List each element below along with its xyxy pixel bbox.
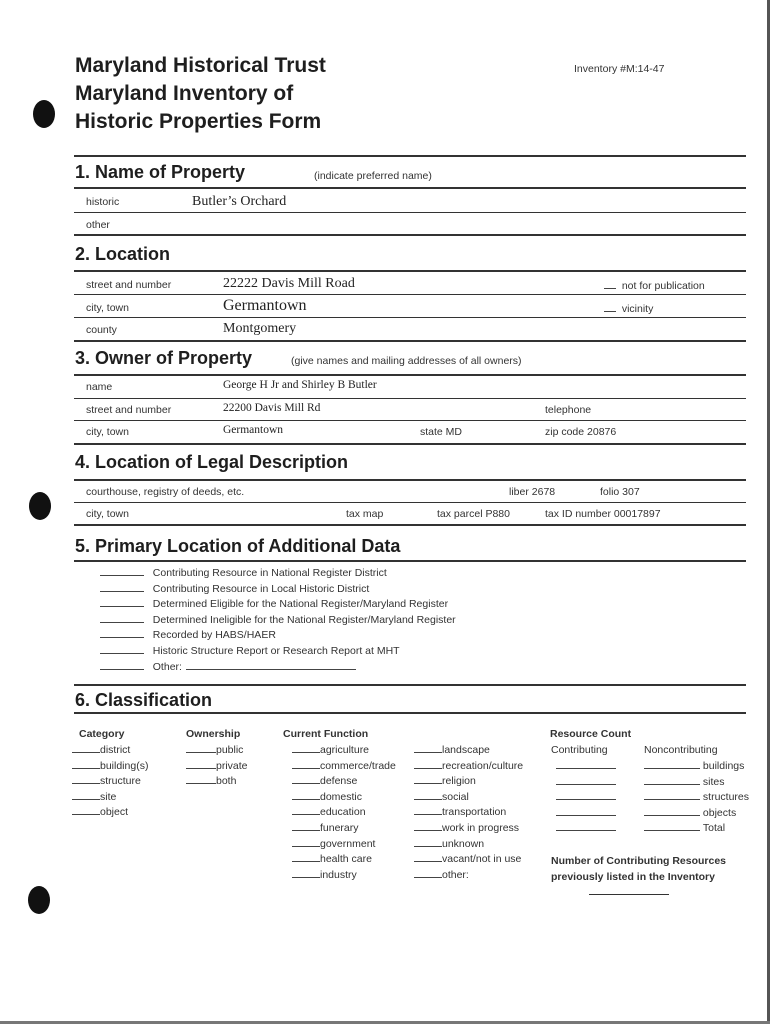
row-rule [74,212,746,213]
list-item[interactable] [414,852,523,868]
function-label: commerce/trade [320,759,396,772]
punch-hole-middle [29,492,51,520]
row-rule [74,398,746,399]
contributing-count-field[interactable] [556,821,616,831]
list-item [556,775,749,791]
liber-value: liber 2678 [509,486,556,498]
section-5-rule [74,560,746,562]
street-label: street and number [86,279,172,291]
ownership-label: public [216,744,244,756]
row-rule [74,502,746,503]
previously-listed-line-1: Number of Contributing Resources [551,855,727,867]
section-3-rule [74,374,746,376]
list-item[interactable] [72,774,148,790]
owner-street-label: street and number [86,404,172,416]
contributing-header: Contributing [551,744,608,756]
list-item[interactable] [72,743,148,759]
tax-parcel: tax parcel P880 [437,508,510,520]
list-item[interactable] [292,868,396,884]
not-for-publication-label: not for publication [621,280,705,292]
resource-type-label: sites [702,775,725,788]
category-label: object [100,806,129,819]
section-1-top-rule [74,155,746,157]
category-list [72,743,148,821]
ownership-list [186,743,248,790]
current-function-header: Current Function [283,728,369,740]
noncontributing-header: Noncontributing [644,744,718,756]
section-2-title: 2. Location [75,244,171,264]
section-3-title: 3. Owner of Property [75,348,253,368]
section-6-title: 6. Classification [75,690,213,710]
list-item[interactable] [100,582,456,598]
section-2-bottom-rule [74,340,746,342]
list-item[interactable] [186,759,248,775]
section-1-bottom-rule [74,234,746,236]
list-item[interactable] [292,821,396,837]
list-item [556,759,749,775]
folio-value: folio 307 [600,486,640,498]
ownership-header: Ownership [186,728,241,740]
additional-data-label: Determined Eligible for the National Register/Maryland Register [152,598,449,611]
section-3-note: (give names and mailing addresses of all owners) [291,355,522,367]
function-label: landscape [442,744,490,756]
additional-data-label: Contributing Resource in National Register District [152,567,387,579]
function-label: agriculture [320,744,370,756]
list-item[interactable] [186,774,248,790]
list-item[interactable] [292,805,396,821]
list-item[interactable] [414,774,523,790]
function-label: industry [320,868,357,881]
function-label: domestic [320,790,363,803]
resource-count-header: Resource Count [550,728,632,740]
owner-name-field[interactable]: George H Jr and Shirley B Butler [223,379,377,391]
section-1-note: (indicate preferred name) [314,170,432,182]
noncontributing-count-field[interactable] [644,790,700,800]
function-label: vacant/not in use [442,853,522,866]
section-2-rule [74,270,746,272]
punch-hole-top [33,100,55,128]
list-item[interactable] [292,743,396,759]
function-label: defense [320,775,358,788]
historic-label: historic [86,196,120,208]
list-item[interactable] [292,774,396,790]
row-rule [74,317,746,318]
list-item[interactable] [292,759,396,775]
ownership-label: private [216,759,248,772]
section-1-title: 1. Name of Property [75,162,246,182]
additional-data-label: Contributing Resource in Local Historic District [152,582,370,595]
function-label: education [320,806,366,819]
noncontributing-count-field[interactable] [644,775,700,785]
list-item [556,821,749,837]
section-3-bottom-rule [74,443,746,445]
owner-city-field[interactable]: Germantown [223,424,284,436]
historic-name-field[interactable]: Butler’s Orchard [192,194,287,209]
list-item[interactable] [100,613,456,629]
list-item[interactable] [100,644,456,660]
form-title-line-2: Maryland Inventory of [75,82,294,105]
function-label: religion [442,775,476,788]
not-for-publication-check[interactable] [604,279,705,292]
noncontributing-count-field[interactable] [644,759,700,769]
telephone-label: telephone [545,404,592,416]
function-label: health care [320,853,372,866]
function-label: other: [442,868,469,881]
contributing-count-field[interactable] [556,790,616,800]
additional-data-list [100,566,456,675]
noncontributing-count-field[interactable] [644,821,700,831]
tax-id: tax ID number 00017897 [545,508,661,520]
list-item[interactable] [292,837,396,853]
additional-data-label: Determined Ineligible for the National Register/Maryland Register [152,613,456,626]
list-item[interactable] [414,821,523,837]
city-field[interactable]: Germantown [223,297,307,314]
owner-zip: zip code 20876 [545,426,617,438]
list-item[interactable] [100,660,456,676]
resource-count-list [556,759,749,837]
section-6-rule [74,712,746,714]
previously-listed-label [551,853,726,885]
category-label: building(s) [100,759,149,772]
function-list-b [414,743,523,883]
list-item[interactable] [100,628,456,644]
inventory-number: Inventory #M:14-47 [574,63,665,75]
contributing-count-field[interactable] [556,775,616,785]
owner-city-label: city, town [86,426,129,438]
other-name-label: other [86,219,110,231]
row-rule [74,294,746,295]
function-label: funerary [320,821,359,834]
previously-listed-line-2: previously listed in the Inventory [551,871,715,883]
function-label: recreation/culture [442,759,524,772]
list-item[interactable] [100,566,456,582]
courthouse-label: courthouse, registry of deeds, etc. [86,486,245,498]
category-header: Category [79,728,125,740]
function-label: government [320,837,376,850]
legal-city-label: city, town [86,508,129,520]
section-5-title: 5. Primary Location of Additional Data [75,536,401,556]
other-data-field[interactable] [186,660,356,670]
function-list-a [292,743,396,883]
category-label: district [100,744,131,756]
list-item[interactable] [292,852,396,868]
list-item[interactable] [414,759,523,775]
list-item[interactable] [186,743,248,759]
list-item[interactable] [72,790,148,806]
additional-data-label: Historic Structure Report or Research Report at MHT [152,644,400,657]
contributing-count-field[interactable] [556,759,616,769]
ownership-label: both [216,775,237,788]
list-item[interactable] [414,790,523,806]
list-item[interactable] [414,743,523,759]
county-field[interactable]: Montgomery [223,321,297,336]
list-item[interactable] [414,837,523,853]
owner-name-label: name [86,381,113,393]
street-field[interactable]: 22222 Davis Mill Road [223,276,355,291]
owner-state: state MD [420,426,463,438]
previously-listed-field[interactable] [589,894,669,895]
list-item [556,806,749,822]
punch-hole-bottom [28,886,50,914]
tax-map-label: tax map [346,508,384,520]
list-item [556,790,749,806]
owner-street-field[interactable]: 22200 Davis Mill Rd [223,402,321,414]
category-label: structure [100,775,141,788]
section-5-bottom-rule [74,684,746,686]
list-item[interactable] [414,805,523,821]
resource-type-label: Total [702,822,726,835]
function-label: work in progress [442,821,520,834]
form-title [75,52,326,136]
additional-data-label: Recorded by HABS/HAER [152,629,276,642]
list-item[interactable] [414,868,523,884]
section-4-bottom-rule [74,524,746,526]
category-label: site [100,790,117,803]
vicinity-label: vicinity [621,303,654,315]
section-1-rule [74,187,746,189]
contributing-count-field[interactable] [556,806,616,816]
list-item[interactable] [292,790,396,806]
list-item[interactable] [72,805,148,821]
resource-type-label: structures [702,791,750,804]
section-4-rule [74,479,746,481]
county-label: county [86,324,117,336]
row-rule [74,420,746,421]
city-label: city, town [86,302,129,314]
vicinity-check[interactable] [604,302,653,315]
function-label: transportation [442,806,507,819]
additional-data-label: Other: [152,660,182,673]
resource-type-label: buildings [702,760,745,772]
section-4-title: 4. Location of Legal Description [75,452,349,472]
form-title-line-3: Historic Properties Form [75,110,322,133]
list-item[interactable] [72,759,148,775]
noncontributing-count-field[interactable] [644,806,700,816]
function-label: unknown [442,837,485,850]
form-title-line-1: Maryland Historical Trust [75,54,326,77]
function-label: social [442,790,469,803]
resource-type-label: objects [702,806,737,819]
list-item[interactable] [100,597,456,613]
